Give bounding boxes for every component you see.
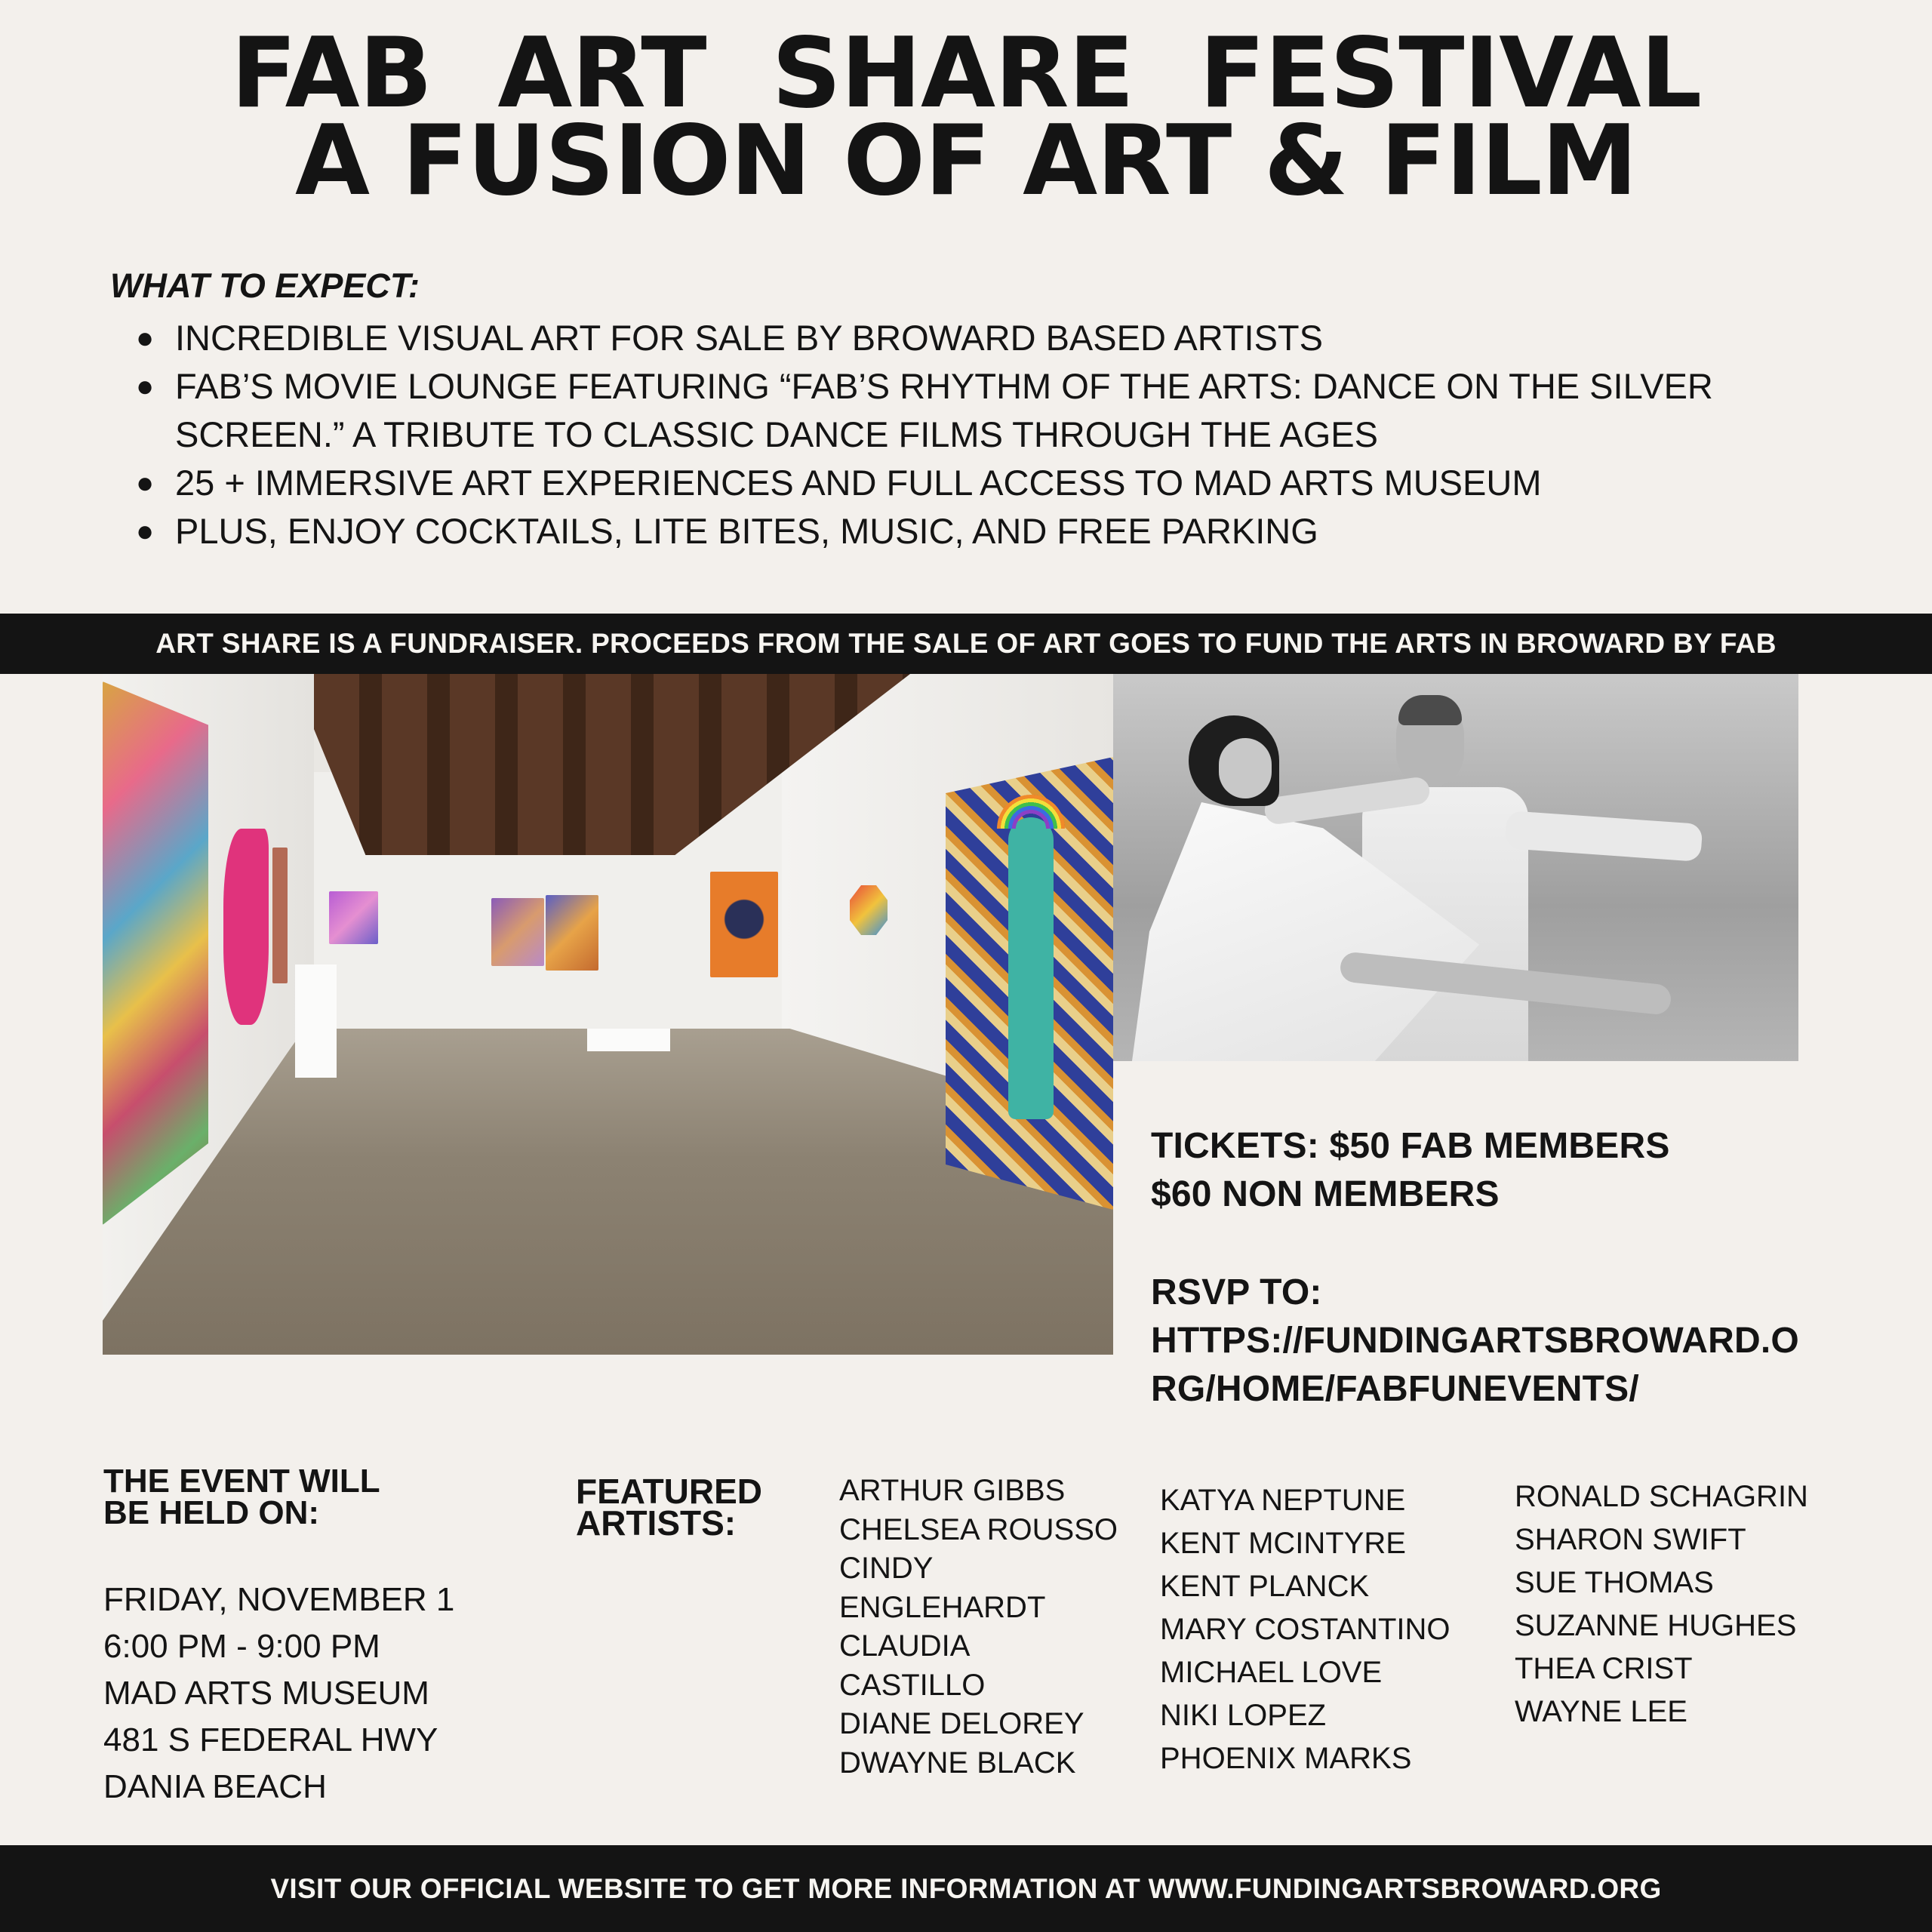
event-heading-line: BE HELD ON: (103, 1494, 319, 1531)
list-item (136, 459, 1834, 507)
rsvp-label: RSVP TO: (1151, 1272, 1322, 1312)
pedestal (295, 964, 337, 1078)
artists-column-3 (1515, 1475, 1808, 1734)
event-heading (103, 1463, 380, 1531)
artist-name: DIANE DELOREY (839, 1707, 1084, 1740)
artist-name: KATYA NEPTUNE (1160, 1484, 1406, 1517)
rsvp-url-link[interactable]: RG/HOME/FABFUNEVENTS/ (1151, 1369, 1639, 1409)
fundraiser-banner-text: ART SHARE IS A FUNDRAISER. PROCEEDS FROM THE SALE OF ART GOES TO FUND THE ARTS IN BROWARD BY FAB (155, 628, 1777, 659)
fundraiser-banner (0, 614, 1932, 674)
artist-name: SHARON SWIFT (1515, 1523, 1746, 1556)
artist-name: RONALD SCHAGRIN (1515, 1480, 1808, 1513)
event-city: DANIA BEACH (103, 1768, 327, 1805)
statue-figure (1008, 817, 1054, 1119)
artist-name: CINDY (839, 1552, 934, 1585)
list-item-text: PLUS, ENJOY COCKTAILS, LITE BITES, MUSIC, AND FREE PARKING (175, 511, 1318, 551)
footer-banner (0, 1845, 1932, 1932)
artist-name: CASTILLO (839, 1668, 986, 1702)
artwork (103, 681, 208, 1225)
artist-name: SUE THOMAS (1515, 1566, 1714, 1599)
artist-name: MARY COSTANTINO (1160, 1613, 1451, 1646)
artwork (710, 872, 778, 977)
bullet-dot-icon: ● (136, 370, 155, 403)
bullet-dot-icon: ● (136, 466, 155, 500)
title-line-2: A FUSION OF ART & FILM (294, 105, 1638, 217)
list-item-text: FAB’S MOVIE LOUNGE FEATURING “FAB’S RHYTHM OF THE ARTS: DANCE ON THE SILVER SCREEN.” A TRIBUTE TO CLASSIC DANCE FILMS THROUGH THE AGES (175, 366, 1713, 454)
artists-column-1 (839, 1472, 1118, 1783)
classic-dance-film-photo (1113, 674, 1798, 1061)
event-venue: MAD ARTS MUSEUM (103, 1675, 429, 1712)
what-to-expect-heading: WHAT TO EXPECT: (110, 266, 420, 305)
featured-artists-heading (576, 1472, 763, 1543)
artist-name: MICHAEL LOVE (1160, 1656, 1383, 1689)
title-line-1: FAB ART SHARE FESTIVAL (230, 17, 1702, 130)
event-heading-line: THE EVENT WILL (103, 1463, 380, 1500)
list-item (136, 507, 1834, 555)
artist-name: ARTHUR GIBBS (839, 1474, 1066, 1507)
footer-website-text[interactable]: VISIT OUR OFFICIAL WEBSITE TO GET MORE INFORMATION AT WWW.FUNDINGARTSBROWARD.ORG (270, 1872, 1662, 1904)
dancer-hair (1398, 695, 1462, 725)
tickets-member-price: TICKETS: $50 FAB MEMBERS (1151, 1126, 1670, 1166)
artwork (546, 895, 598, 971)
artist-name: PHOENIX MARKS (1160, 1742, 1412, 1775)
artist-name: NIKI LOPEZ (1160, 1699, 1327, 1732)
artwork (491, 898, 544, 966)
artist-name: CLAUDIA (839, 1629, 971, 1663)
list-item (136, 362, 1834, 459)
dancer-head (1219, 738, 1272, 798)
featured-heading-line: ARTISTS: (576, 1503, 737, 1543)
artist-name: KENT MCINTYRE (1160, 1527, 1406, 1560)
artists-column-2 (1160, 1479, 1451, 1780)
list-item (136, 314, 1834, 362)
list-item-text: INCREDIBLE VISUAL ART FOR SALE BY BROWARD BASED ARTISTS (175, 318, 1323, 358)
bullet-dot-icon: ● (136, 321, 155, 355)
artist-name: SUZANNE HUGHES (1515, 1609, 1797, 1642)
artwork (329, 891, 378, 944)
gallery-interior-photo (103, 674, 1113, 1355)
featured-heading-line: FEATURED (576, 1472, 763, 1511)
artist-name: ENGLEHARDT (839, 1590, 1046, 1624)
artist-name: CHELSEA ROUSSO (839, 1512, 1118, 1546)
event-address: 481 S FEDERAL HWY (103, 1721, 438, 1758)
artwork (223, 829, 269, 1025)
artwork (272, 848, 288, 983)
list-item-text: 25 + IMMERSIVE ART EXPERIENCES AND FULL ACCESS TO MAD ARTS MUSEUM (175, 463, 1542, 503)
what-to-expect-list (136, 314, 1834, 555)
artist-name: THEA CRIST (1515, 1652, 1693, 1685)
event-time: 6:00 PM - 9:00 PM (103, 1628, 380, 1665)
artist-name: DWAYNE BLACK (839, 1746, 1076, 1780)
dancer-arm (1505, 811, 1703, 862)
artist-name: WAYNE LEE (1515, 1695, 1687, 1728)
artwork (850, 885, 888, 935)
artist-name: KENT PLANCK (1160, 1570, 1370, 1603)
tickets-nonmember-price: $60 NON MEMBERS (1151, 1174, 1500, 1214)
bullet-dot-icon: ● (136, 515, 155, 548)
rsvp-url-link[interactable]: HTTPS://FUNDINGARTSBROWARD.O (1151, 1321, 1799, 1361)
event-date: FRIDAY, NOVEMBER 1 (103, 1581, 455, 1618)
event-details (103, 1577, 454, 1810)
pedestal (587, 1029, 670, 1051)
